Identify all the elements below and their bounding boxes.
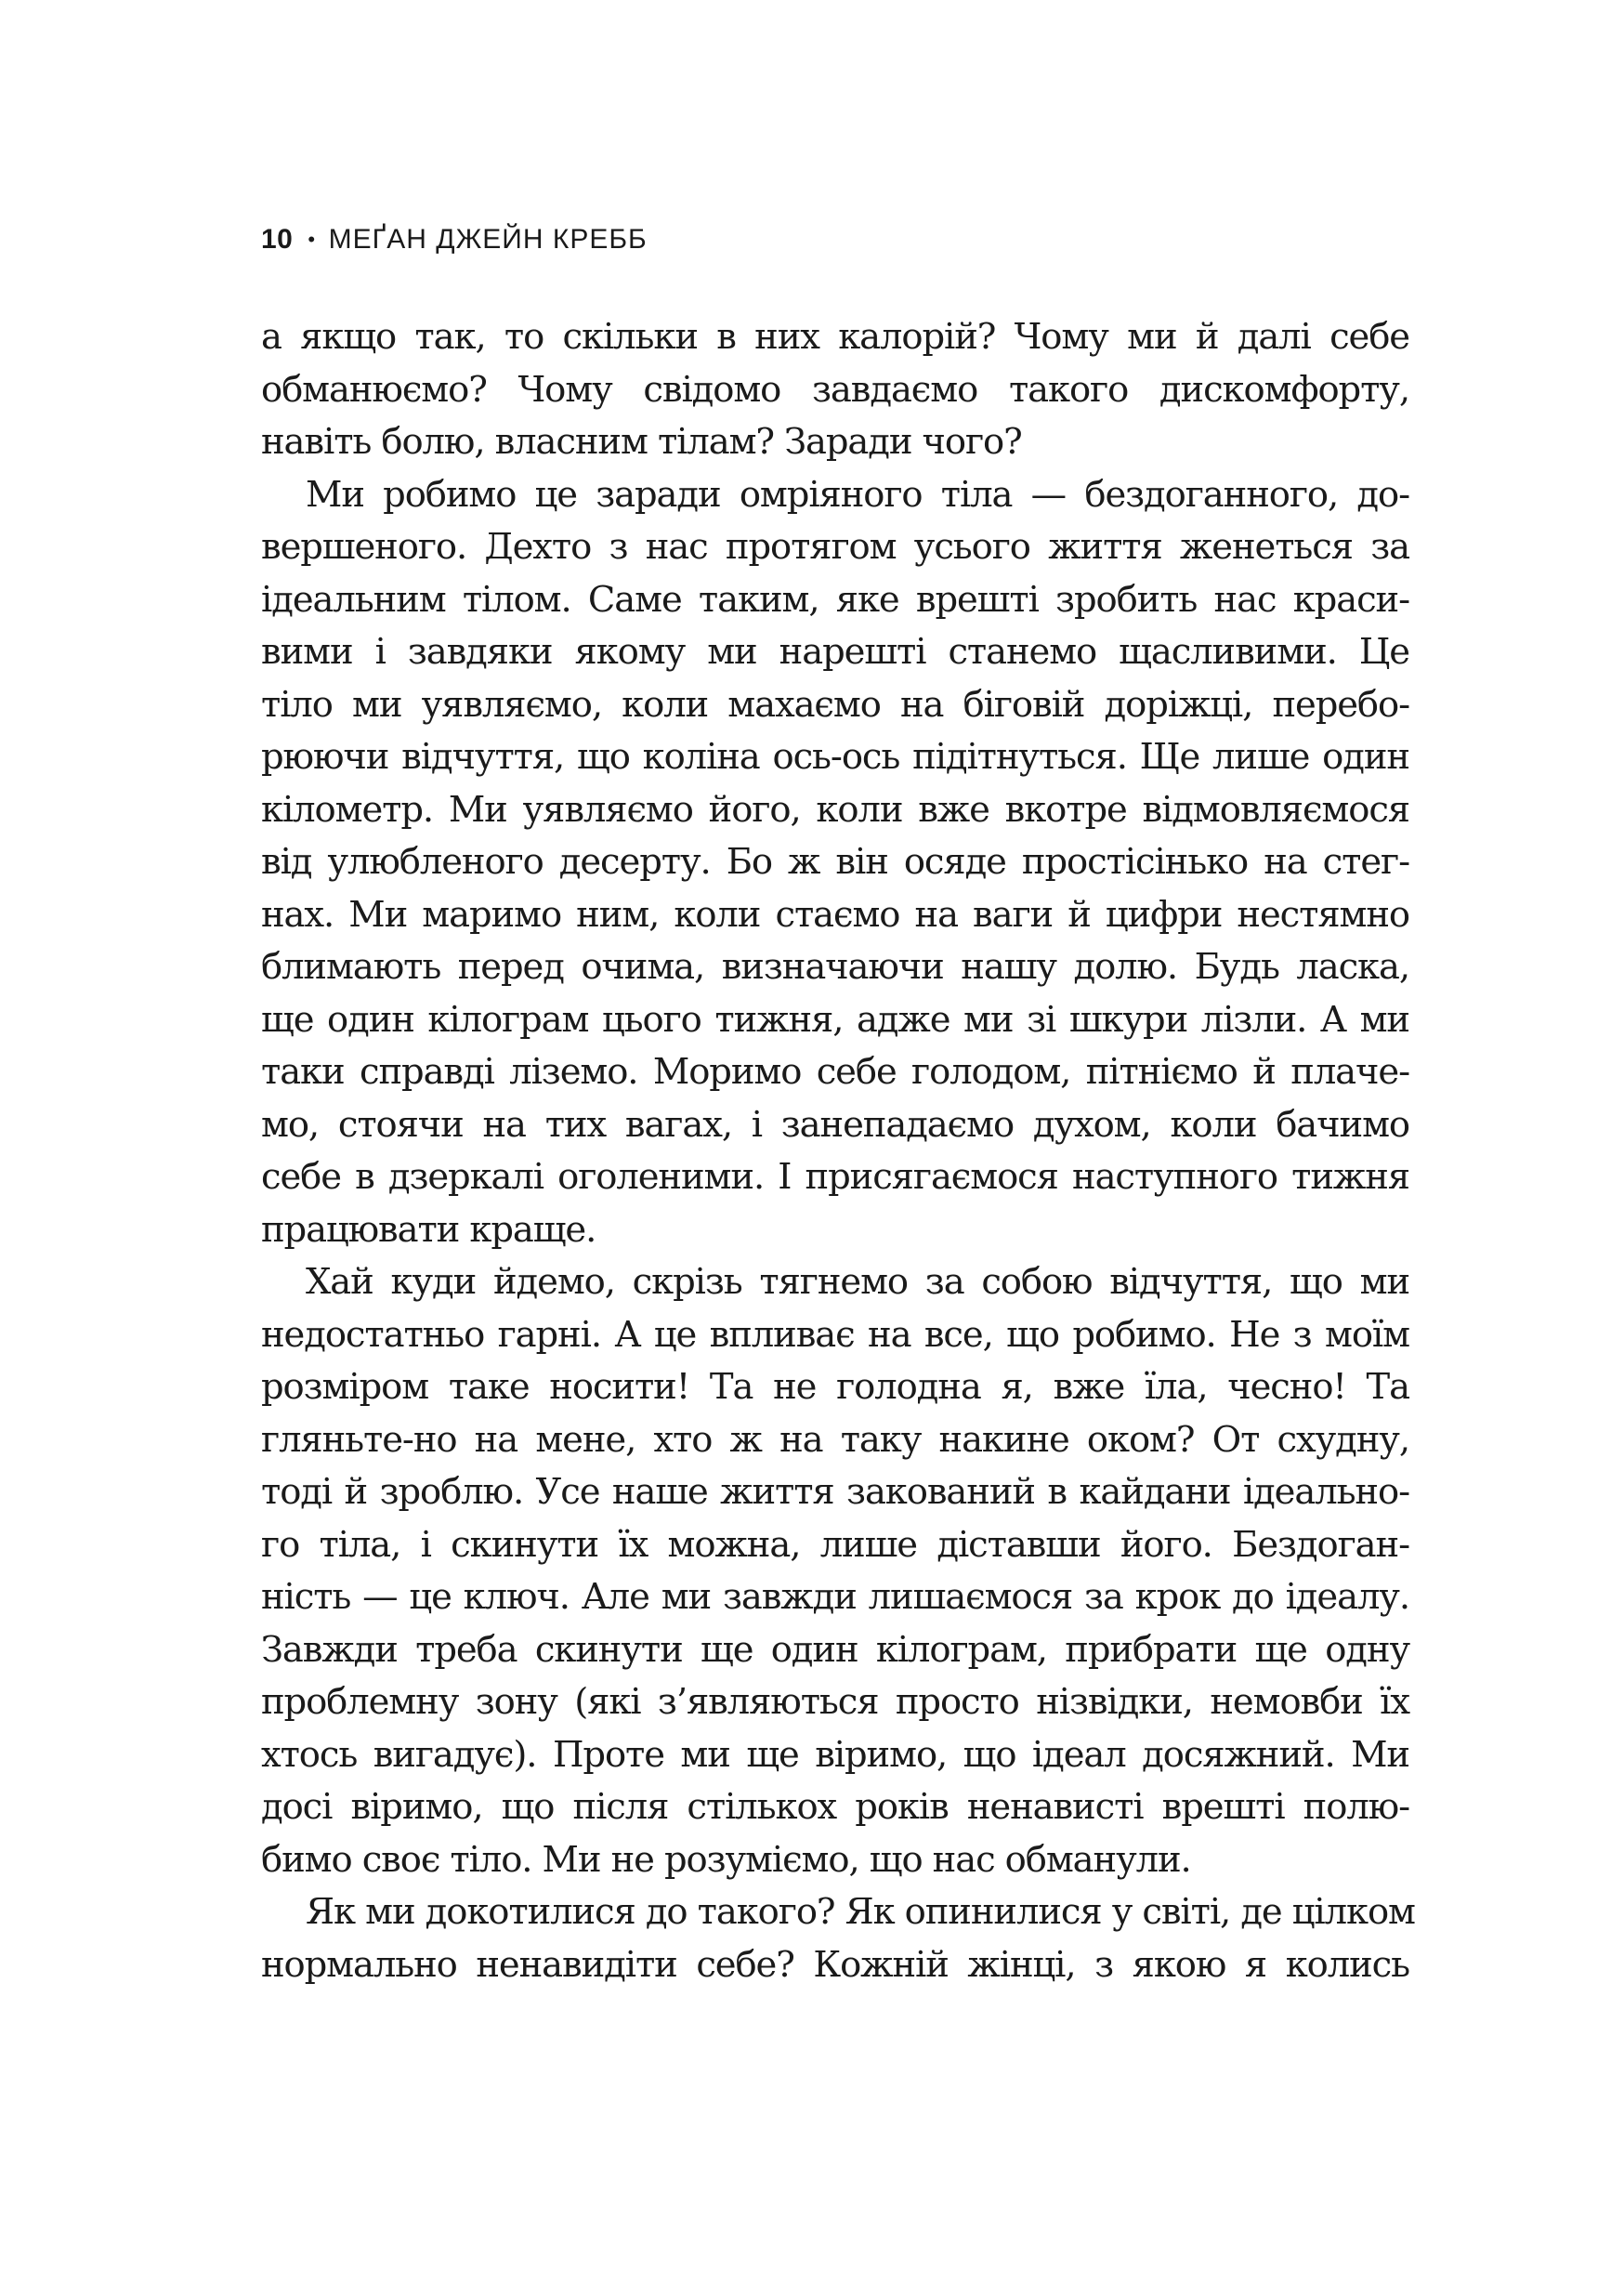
text-line: працювати краще.	[261, 1208, 596, 1251]
text-line: недостатньо гарні. А це впливає на все, що робимо. Не з моїм	[261, 1313, 1409, 1356]
author-name: МЕҐАН ДЖЕЙН КРЕББ	[328, 224, 648, 255]
text-line: вершеного. Дехто з нас протягом усього життя женеться за	[261, 526, 1409, 568]
paragraph	[261, 1256, 1409, 1886]
paragraph	[261, 311, 1409, 469]
text-line: себе в дзеркалі оголеними. І присягаємося наступного тижня	[261, 1156, 1409, 1198]
text-line: розміром таке носити! Та не голодна я, вже їла, чесно! Та	[261, 1366, 1409, 1408]
text-line: обманюємо? Чому свідомо завдаємо такого дискомфорту,	[261, 368, 1409, 411]
text-line: гляньте-но на мене, хто ж на таку накине оком? От схудну,	[261, 1418, 1409, 1461]
text-line: проблемну зону (які з’являються просто нізвідки, немовби їх	[261, 1681, 1409, 1723]
text-line: бимо своє тіло. Ми не розуміємо, що нас обманули.	[261, 1838, 1191, 1881]
body-text	[261, 311, 1415, 1991]
text-line: ідеальним тілом. Саме таким, яке врешті зробить нас краси-	[261, 578, 1409, 621]
page-number: 10	[261, 224, 294, 255]
text-line: від улюбленого десерту. Бо ж він осяде простісінько на стег-	[261, 841, 1409, 883]
text-line: таки справді ліземо. Моримо себе голодом, пітніємо й плаче-	[261, 1051, 1409, 1093]
text-line: Ми робимо це заради омріяного тіла — бездоганного, до-	[306, 473, 1409, 516]
text-line: вими і завдяки якому ми нарешті станемо щасливими. Це	[261, 631, 1409, 673]
text-line: блимають перед очима, визначаючи нашу долю. Будь ласка,	[261, 946, 1409, 988]
text-line: го тіла, і скинути їх можна, лише діставши його. Бездоган-	[261, 1523, 1409, 1566]
text-line: Хай куди йдемо, скрізь тягнемо за собою відчуття, що ми	[306, 1261, 1409, 1303]
text-line: тоді й зроблю. Усе наше життя закований в кайдани ідеально-	[261, 1471, 1409, 1513]
text-line: тіло ми уявляємо, коли махаємо на біговій доріжці, перебо-	[261, 683, 1409, 726]
text-line: рюючи відчуття, що коліна ось-ось підітнуться. Ще лише один	[261, 736, 1409, 778]
paragraph	[261, 1886, 1415, 1991]
text-line: Як ми докотилися до такого? Як опинилися у світі, де цілком	[306, 1891, 1415, 1933]
bullet-separator: •	[308, 228, 316, 251]
text-line: а якщо так, то скільки в них калорій? Чому ми й далі себе	[261, 316, 1409, 358]
text-line: нах. Ми маримо ним, коли стаємо на ваги й цифри нестямно	[261, 893, 1409, 936]
text-line: ще один кілограм цього тижня, адже ми зі шкури лізли. А ми	[261, 998, 1409, 1041]
paragraph	[261, 469, 1409, 1257]
running-head	[261, 221, 648, 258]
text-line: кілометр. Ми уявляємо його, коли вже вкотре відмовляємося	[261, 788, 1409, 831]
text-line: нормально ненавидіти себе? Кожній жінці, з якою я колись	[261, 1943, 1409, 1986]
text-line: Завжди треба скинути ще один кілограм, прибрати ще одну	[261, 1628, 1409, 1671]
text-line: досі віримо, що після стількох років ненависті врешті полю-	[261, 1786, 1409, 1828]
text-line: навіть болю, власним тілам? Заради чого?	[261, 421, 1022, 463]
text-line: ність — це ключ. Але ми завжди лишаємося за крок до ідеалу.	[261, 1576, 1409, 1618]
text-line: мо, стоячи на тих вагах, і занепадаємо духом, коли бачимо	[261, 1103, 1409, 1146]
text-line: хтось вигадує). Проте ми ще віримо, що ідеал досяжний. Ми	[261, 1733, 1409, 1776]
